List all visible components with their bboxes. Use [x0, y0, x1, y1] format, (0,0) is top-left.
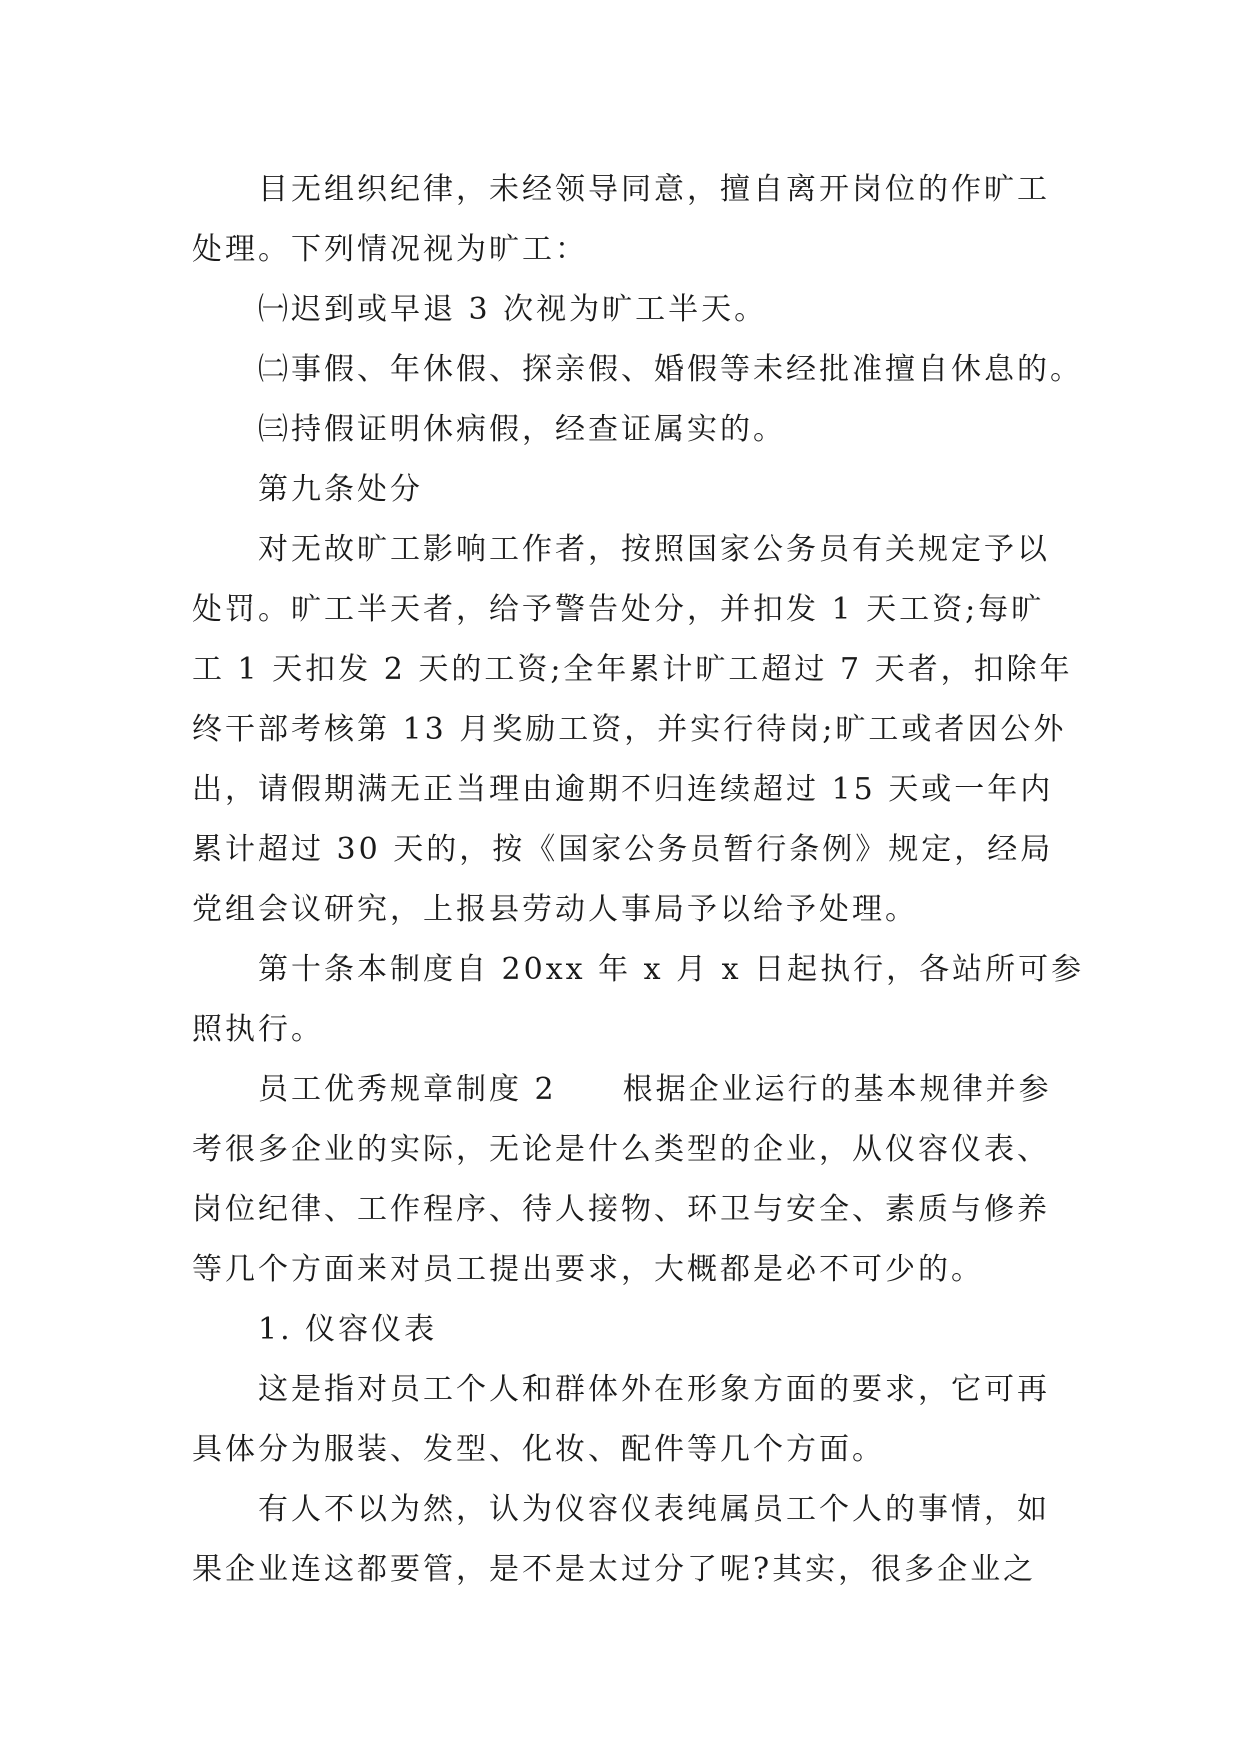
text-line: 目无组织纪律，未经领导同意，擅自离开岗位的作旷工: [258, 172, 1050, 207]
paragraph: [192, 340, 1083, 400]
text-line: 岗位纪律、工作程序、待人接物、环卫与安全、素质与修养: [192, 1192, 1050, 1227]
text-line: 员工优秀规章制度 2 根据企业运行的基本规律并参: [258, 1072, 1052, 1107]
paragraph: [192, 1300, 1072, 1360]
text-line: 出，请假期满无正当理由逾期不归连续超过 15 天或一年内: [192, 772, 1054, 807]
paragraph: [192, 280, 1072, 340]
text-line: 终干部考核第 13 月奖励工资，并实行待岗;旷工或者因公外: [192, 712, 1067, 747]
text-line: ㈡事假、年休假、探亲假、婚假等未经批准擅自休息的。: [258, 352, 1083, 387]
text-line: 考很多企业的实际，无论是什么类型的企业，从仪容仪表、: [192, 1132, 1050, 1167]
text-line: 第九条处分: [258, 472, 423, 507]
paragraph: [192, 1480, 1072, 1600]
text-line: 等几个方面来对员工提出要求，大概都是必不可少的。: [192, 1252, 984, 1287]
paragraph: [192, 520, 1072, 940]
paragraph: [192, 1060, 1072, 1300]
text-line: 处理。下列情况视为旷工：: [192, 232, 588, 267]
text-line: 这是指对员工个人和群体外在形象方面的要求，它可再: [258, 1372, 1050, 1407]
text-line: 工 1 天扣发 2 天的工资;全年累计旷工超过 7 天者，扣除年: [192, 652, 1073, 687]
paragraph: [192, 940, 1085, 1060]
paragraph: [192, 1360, 1072, 1480]
text-line: 1. 仪容仪表: [258, 1312, 438, 1347]
text-line: 对无故旷工影响工作者，按照国家公务员有关规定予以: [258, 532, 1050, 567]
text-line: ㈢持假证明休病假，经查证属实的。: [258, 412, 786, 447]
document-body: [192, 160, 1085, 1600]
text-line: 果企业连这都要管，是不是太过分了呢?其实，很多企业之: [192, 1552, 1037, 1587]
paragraph: [192, 160, 1072, 280]
text-line: 党组会议研究，上报县劳动人事局予以给予处理。: [192, 892, 918, 927]
paragraph: [192, 460, 1072, 520]
text-line: 有人不以为然，认为仪容仪表纯属员工个人的事情，如: [258, 1492, 1050, 1527]
paragraph: [192, 400, 1072, 460]
text-line: 处罚。旷工半天者，给予警告处分，并扣发 1 天工资;每旷: [192, 592, 1045, 627]
text-line: 具体分为服装、发型、化妆、配件等几个方面。: [192, 1432, 885, 1467]
text-line: 第十条本制度自 20xx 年 x 月 x 日起执行，各站所可参: [258, 952, 1085, 987]
text-line: ㈠迟到或早退 3 次视为旷工半天。: [258, 292, 768, 327]
text-line: 照执行。: [192, 1012, 324, 1047]
text-line: 累计超过 30 天的，按《国家公务员暂行条例》规定，经局: [192, 832, 1054, 867]
